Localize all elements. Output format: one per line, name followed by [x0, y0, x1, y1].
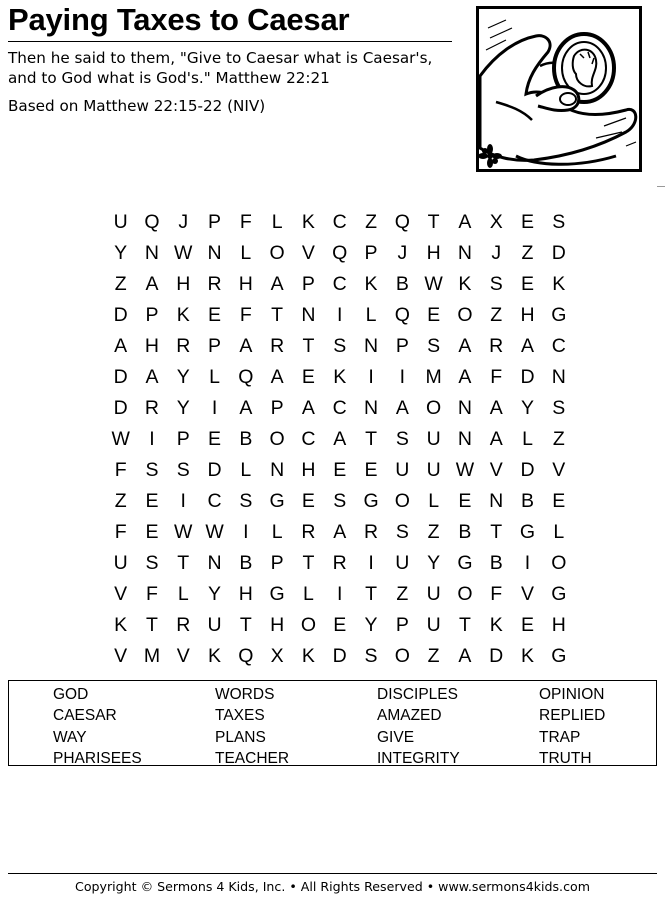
grid-letter: X: [489, 211, 503, 233]
grid-letter: P: [145, 304, 159, 326]
grid-letter: R: [270, 335, 285, 357]
grid-letter: U: [426, 428, 441, 450]
grid-letter: Q: [238, 645, 254, 667]
grid-letter: E: [521, 273, 535, 295]
grid-letter: F: [145, 583, 158, 605]
grid-letter: K: [552, 273, 566, 295]
grid-letter: L: [553, 521, 565, 543]
grid-letter: S: [489, 273, 503, 295]
grid-letter: N: [207, 552, 222, 574]
grid-letter: L: [365, 304, 377, 326]
grid-letter: H: [551, 614, 566, 636]
grid-letter: N: [270, 459, 285, 481]
grid-letter: V: [114, 583, 128, 605]
grid-letter: T: [302, 552, 315, 574]
grid-letter: E: [427, 304, 441, 326]
grid-letter: T: [365, 583, 377, 605]
grid-letter: F: [490, 366, 503, 388]
grid-letter: I: [524, 552, 531, 574]
grid-letter: I: [368, 366, 374, 388]
grid-letter: U: [426, 459, 441, 481]
grid-letter: H: [426, 242, 441, 264]
word-bank-item: GIVE: [377, 728, 415, 746]
grid-letter: F: [114, 521, 127, 543]
grid-letter: S: [552, 211, 566, 233]
grid-letter: Z: [427, 521, 440, 543]
grid-letter: E: [364, 459, 378, 481]
grid-letter: V: [489, 459, 503, 481]
grid-letter: U: [395, 552, 410, 574]
grid-letter: S: [364, 645, 378, 667]
grid-letter: A: [395, 397, 409, 419]
grid-letter: D: [332, 645, 347, 667]
grid-letter: J: [491, 242, 502, 264]
grid-letter: W: [424, 273, 443, 295]
grid-letter: G: [519, 521, 536, 543]
grid-letter: Q: [394, 211, 410, 233]
grid-letter: W: [455, 459, 475, 481]
grid-letter: P: [301, 273, 315, 295]
grid-letter: O: [457, 304, 473, 326]
grid-letter: O: [394, 490, 410, 512]
grid-letter: H: [144, 335, 159, 357]
grid-letter: Q: [394, 304, 410, 326]
grid-letter: H: [270, 614, 285, 636]
grid-letter: C: [207, 490, 222, 512]
grid-letter: S: [145, 459, 159, 481]
grid-letter: P: [176, 428, 190, 450]
grid-letter: M: [425, 366, 442, 388]
decorative-mark: [657, 186, 665, 187]
grid-letter: N: [457, 428, 472, 450]
grid-letter: D: [113, 397, 128, 419]
grid-letter: H: [301, 459, 316, 481]
grid-letter: V: [521, 583, 535, 605]
grid-letter: I: [243, 521, 249, 543]
grid-letter: I: [211, 397, 218, 419]
grid-letter: E: [301, 490, 315, 512]
grid-letter: A: [301, 397, 315, 419]
grid-letter: L: [209, 366, 220, 388]
grid-letter: Z: [114, 273, 127, 295]
word-bank-item: OPINION: [539, 686, 605, 703]
grid-letter: K: [176, 304, 190, 326]
grid-letter: S: [333, 490, 347, 512]
grid-letter: D: [520, 459, 535, 481]
grid-letter: G: [363, 490, 379, 512]
grid-letter: B: [395, 273, 409, 295]
grid-letter: J: [397, 242, 408, 264]
grid-letter: A: [145, 273, 159, 295]
grid-letter: Y: [176, 366, 190, 388]
grid-letter: Y: [176, 397, 190, 419]
grid-letter: O: [269, 242, 285, 264]
grid-letter: G: [551, 583, 567, 605]
grid-letter: W: [205, 521, 224, 543]
grid-letter: I: [399, 366, 406, 388]
footer-divider: [8, 873, 657, 874]
grid-letter: D: [520, 366, 535, 388]
grid-letter: N: [489, 490, 504, 512]
grid-letter: Z: [365, 211, 377, 233]
grid-letter: P: [208, 335, 222, 357]
grid-letter: S: [176, 459, 190, 481]
grid-letter: E: [208, 428, 222, 450]
page-title: Paying Taxes to Caesar: [8, 2, 350, 37]
grid-letter: U: [113, 552, 128, 574]
grid-letter: V: [552, 459, 566, 481]
grid-letter: K: [208, 645, 222, 667]
grid-letter: A: [521, 335, 535, 357]
grid-letter: H: [238, 273, 253, 295]
grid-letter: B: [458, 521, 472, 543]
grid-letter: D: [113, 366, 128, 388]
memory-verse: Then he said to them, "Give to Caesar what is Caesar's, and to God what is God's." Matthew 22:21: [8, 49, 433, 87]
grid-letter: R: [207, 273, 222, 295]
grid-letter: M: [143, 645, 161, 667]
grid-letter: B: [239, 552, 253, 574]
grid-letter: T: [239, 614, 252, 636]
grid-letter: P: [208, 211, 222, 233]
grid-letter: R: [176, 614, 191, 636]
grid-letter: D: [551, 242, 566, 264]
grid-letter: Y: [364, 614, 378, 636]
grid-letter: G: [551, 304, 567, 326]
copyright-footer: Copyright © Sermons 4 Kids, Inc. • All Rights Reserved • www.sermons4kids.com: [75, 879, 590, 894]
grid-letter: H: [176, 273, 191, 295]
grid-letter: B: [489, 552, 503, 574]
grid-letter: H: [238, 583, 253, 605]
grid-letter: A: [489, 397, 503, 419]
grid-letter: G: [269, 583, 285, 605]
grid-letter: G: [457, 552, 473, 574]
grid-letter: A: [333, 428, 347, 450]
grid-letter: S: [395, 521, 409, 543]
word-search-grid: [105, 207, 574, 672]
grid-letter: F: [239, 211, 252, 233]
grid-letter: A: [489, 428, 503, 450]
word-bank-item: TEACHER: [215, 749, 290, 767]
grid-letter: C: [332, 211, 347, 233]
grid-letter: Q: [332, 242, 348, 264]
grid-letter: I: [149, 428, 155, 450]
grid-letter: V: [301, 242, 315, 264]
grid-letter: H: [520, 304, 535, 326]
grid-letter: S: [427, 335, 441, 357]
grid-letter: T: [427, 211, 440, 233]
grid-letter: A: [458, 645, 472, 667]
grid-letter: R: [301, 521, 316, 543]
grid-letter: P: [395, 335, 409, 357]
word-bank: [8, 680, 657, 766]
grid-letter: P: [270, 397, 284, 419]
grid-letter: O: [457, 583, 473, 605]
grid-letter: E: [521, 211, 535, 233]
word-bank-item: CAESAR: [53, 707, 117, 725]
grid-letter: A: [458, 335, 472, 357]
grid-letter: O: [551, 552, 567, 574]
word-bank-item: TRAP: [539, 728, 581, 746]
grid-letter: U: [426, 614, 441, 636]
grid-letter: K: [521, 645, 535, 667]
grid-letter: L: [240, 242, 252, 264]
grid-letter: N: [551, 366, 566, 388]
grid-letter: Z: [521, 242, 534, 264]
grid-letter: W: [174, 242, 193, 264]
grid-letter: V: [176, 645, 190, 667]
grid-letter: U: [113, 211, 128, 233]
grid-letter: J: [178, 211, 189, 233]
grid-letter: Z: [396, 583, 409, 605]
grid-letter: F: [490, 583, 503, 605]
word-bank-item: INTEGRITY: [377, 749, 460, 767]
grid-letter: V: [114, 645, 128, 667]
grid-letter: O: [269, 428, 285, 450]
grid-letter: O: [300, 614, 317, 636]
grid-letter: A: [270, 273, 284, 295]
grid-letter: U: [426, 583, 441, 605]
grid-letter: E: [145, 521, 159, 543]
grid-letter: N: [457, 397, 472, 419]
grid-letter: Y: [521, 397, 535, 419]
grid-letter: W: [111, 428, 130, 450]
word-bank-item: GOD: [53, 686, 89, 703]
word-bank-item: WAY: [53, 728, 87, 746]
grid-letter: C: [332, 397, 347, 419]
grid-letter: E: [552, 490, 566, 512]
grid-letter: A: [458, 366, 472, 388]
grid-letter: E: [208, 304, 222, 326]
grid-letter: S: [552, 397, 566, 419]
grid-letter: Q: [144, 211, 160, 233]
grid-letter: E: [333, 459, 347, 481]
grid-letter: U: [395, 459, 410, 481]
grid-letter: B: [239, 428, 253, 450]
grid-letter: A: [458, 211, 472, 233]
grid-letter: R: [363, 521, 379, 543]
grid-letter: T: [302, 335, 315, 357]
grid-letter: O: [426, 397, 442, 419]
grid-letter: R: [489, 335, 504, 357]
grid-letter: N: [363, 397, 379, 419]
grid-letter: W: [174, 521, 193, 543]
grid-letter: P: [364, 242, 378, 264]
grid-letter: P: [395, 614, 409, 636]
grid-letter: A: [145, 366, 159, 388]
grid-letter: I: [368, 552, 374, 574]
word-bank-item: TAXES: [215, 707, 265, 725]
grid-letter: R: [144, 397, 159, 419]
word-bank-item: PLANS: [215, 728, 266, 746]
grid-letter: S: [395, 428, 409, 450]
grid-letter: S: [239, 490, 253, 512]
grid-letter: Q: [238, 366, 254, 388]
grid-letter: P: [270, 552, 284, 574]
grid-letter: T: [145, 614, 158, 636]
grid-letter: G: [551, 645, 567, 667]
grid-letter: Y: [208, 583, 222, 605]
grid-letter: O: [394, 645, 410, 667]
grid-letter: T: [458, 614, 471, 636]
grid-letter: T: [365, 428, 377, 450]
grid-letter: U: [207, 614, 222, 636]
hand-holding-coin-icon: [476, 6, 642, 172]
grid-letter: L: [177, 583, 189, 605]
grid-letter: Z: [427, 645, 440, 667]
grid-letter: D: [489, 645, 504, 667]
grid-letter: E: [521, 614, 535, 636]
grid-letter: N: [301, 304, 316, 326]
grid-letter: C: [301, 428, 316, 450]
grid-letter: F: [239, 304, 252, 326]
grid-letter: Y: [427, 552, 441, 574]
word-bank-item: PHARISEES: [53, 749, 142, 767]
scripture-reference: Based on Matthew 22:15-22 (NIV): [8, 97, 266, 115]
grid-letter: L: [271, 211, 283, 233]
grid-letter: Y: [114, 242, 128, 264]
grid-letter: B: [521, 490, 535, 512]
grid-letter: L: [428, 490, 440, 512]
grid-letter: I: [337, 304, 343, 326]
grid-letter: K: [301, 211, 315, 233]
grid-letter: L: [303, 583, 314, 605]
grid-letter: D: [207, 459, 222, 481]
grid-letter: K: [333, 366, 347, 388]
grid-letter: K: [458, 273, 472, 295]
grid-letter: A: [239, 335, 253, 357]
grid-letter: X: [270, 645, 284, 667]
grid-letter: Z: [552, 428, 565, 450]
grid-letter: A: [114, 335, 128, 357]
grid-letter: S: [333, 335, 347, 357]
grid-letter: K: [364, 273, 378, 295]
grid-letter: A: [333, 521, 347, 543]
word-bank-list: [53, 684, 659, 769]
grid-letter: A: [239, 397, 253, 419]
word-bank-item: TRUTH: [539, 749, 592, 767]
grid-letter: A: [270, 366, 284, 388]
grid-letter: N: [457, 242, 472, 264]
grid-letter: I: [337, 583, 343, 605]
grid-letter: K: [114, 614, 128, 636]
grid-letter: L: [240, 459, 252, 481]
grid-letter: T: [271, 304, 284, 326]
grid-letter: K: [301, 645, 315, 667]
grid-letter: E: [333, 614, 347, 636]
grid-letter: L: [271, 521, 283, 543]
grid-letter: E: [301, 366, 315, 388]
grid-letter: Z: [114, 490, 127, 512]
grid-letter: C: [332, 273, 347, 295]
grid-letter: I: [180, 490, 186, 512]
word-bank-item: REPLIED: [539, 707, 606, 725]
grid-letter: L: [522, 428, 533, 450]
grid-letter: E: [458, 490, 472, 512]
grid-letter: T: [177, 552, 190, 574]
grid-letter: T: [490, 521, 503, 543]
grid-letter: N: [144, 242, 159, 264]
grid-letter: E: [145, 490, 159, 512]
grid-letter: N: [207, 242, 222, 264]
grid-letter: Z: [490, 304, 503, 326]
word-bank-item: WORDS: [215, 686, 275, 703]
title-divider: [8, 41, 452, 42]
grid-letter: N: [363, 335, 379, 357]
grid-letter: R: [332, 552, 347, 574]
grid-letter: D: [113, 304, 128, 326]
grid-letter: S: [145, 552, 159, 574]
grid-letter: R: [176, 335, 191, 357]
word-bank-item: AMAZED: [377, 707, 442, 725]
grid-letter: G: [269, 490, 285, 512]
grid-letter: K: [489, 614, 503, 636]
word-bank-item: DISCIPLES: [377, 686, 458, 703]
grid-letter: F: [114, 459, 127, 481]
grid-letter: C: [551, 335, 566, 357]
